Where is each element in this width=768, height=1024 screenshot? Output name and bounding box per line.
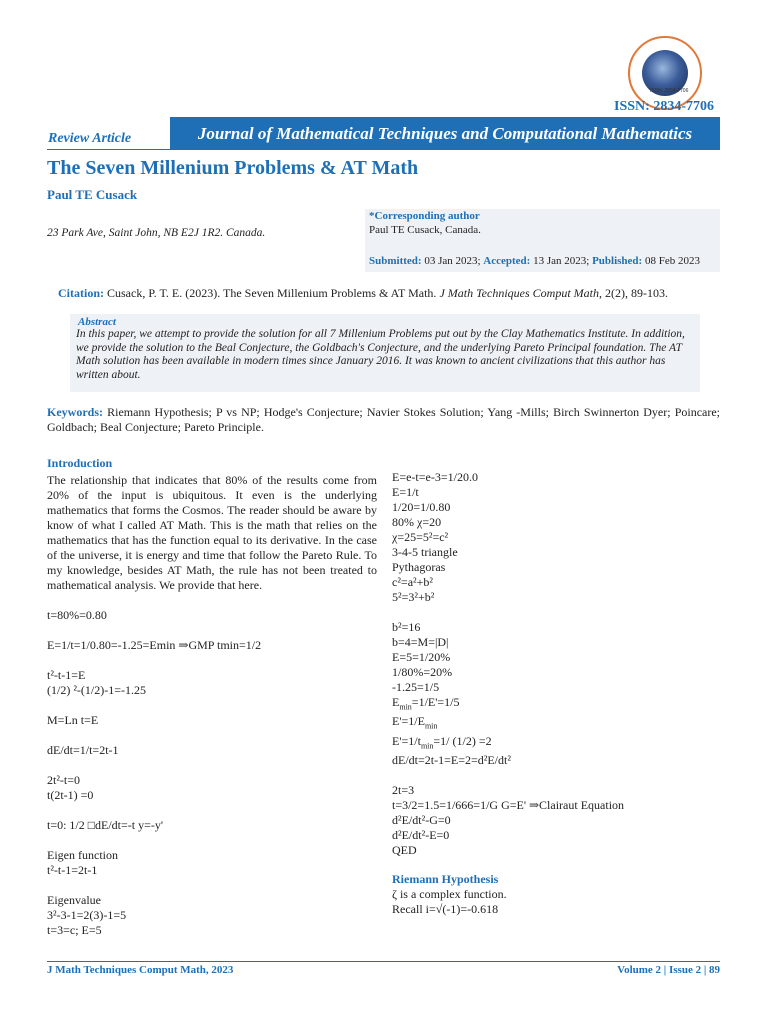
- keywords-text: Riemann Hypothesis; P vs NP; Hodge's Conjecture; Navier Stokes Solution; Yang -Mills; Birch Swinnerton Dyer; Poincare; Goldbach; Beal Conjecture; Pareto Principle.: [47, 405, 721, 434]
- equation-line: d²E/dt²-E=0: [392, 828, 450, 843]
- keywords: [47, 405, 720, 435]
- equation-line: c²=a²+b²: [392, 575, 433, 589]
- author-address: 23 Park Ave, Saint John, NB E2J 1R2. Canada.: [47, 227, 266, 239]
- accepted-date: 13 Jan 2023;: [533, 255, 590, 267]
- equation-line: 3-4-5 triangle: [392, 545, 458, 559]
- equation-line: χ=25=5²=c²: [392, 530, 449, 544]
- equation-line: E=e-t=e-3=1/20.0: [392, 470, 478, 484]
- article-type-underline: [47, 149, 170, 150]
- article-title: The Seven Millenium Problems & AT Math: [47, 157, 419, 179]
- equation-line: E=1/t: [392, 485, 419, 499]
- eprime-symbol: E'=1/E: [392, 714, 425, 729]
- equation-line: dE/dt=1/t=2t-1: [47, 743, 119, 757]
- article-type: Review Article: [48, 131, 132, 146]
- tmin-symbol: E'=1/t: [392, 733, 421, 748]
- riemann-lines: [392, 887, 722, 917]
- riemann-line: Recall i=√(-1)=-0.618: [392, 902, 499, 917]
- corresponding-author-name: Paul TE Cusack, Canada.: [369, 224, 481, 236]
- equation-line: E=5=1/20%: [392, 650, 451, 664]
- logo-issn-text: ISSN: 2834-7706: [650, 88, 689, 94]
- equation-line: t=3=c; E=5: [47, 923, 102, 937]
- right-equations-c: [392, 783, 722, 858]
- right-equations-a: [392, 470, 722, 695]
- author-name: Paul TE Cusack: [47, 187, 138, 202]
- equation-line: Pythagoras: [392, 560, 446, 574]
- equation-line: 1/20=1/0.80: [392, 500, 451, 514]
- issn-number: ISSN: 2834-7706: [614, 99, 714, 114]
- equation-line: [392, 605, 722, 620]
- equation-line: Eigenvalue: [47, 893, 101, 907]
- equation-line: QED: [392, 843, 417, 858]
- tmin-equation: [392, 734, 722, 753]
- equation-line: t=3/2=1.5=1/666=1/G G=E' ⇒Clairaut Equation: [392, 798, 625, 813]
- eprime-equation: [392, 714, 722, 733]
- citation: [58, 286, 668, 301]
- emin-subscript: min: [399, 702, 412, 712]
- equation-line: t=0: 1/2 □dE/dt=-t y=-y': [47, 818, 164, 832]
- submitted-label: Submitted:: [369, 255, 422, 267]
- emin-rest: =1/E'=1/5: [411, 695, 460, 709]
- eprime-subscript: min: [424, 721, 438, 731]
- accepted-label: Accepted:: [483, 255, 531, 267]
- citation-label: Citation:: [58, 286, 104, 300]
- equation-line: [47, 833, 377, 848]
- citation-text: Cusack, P. T. E. (2023). The Seven Millenium Problems & AT Math.: [107, 286, 437, 300]
- equation-line: 3²-3-1=2(3)-1=5: [47, 908, 127, 922]
- published-date: 08 Feb 2023: [644, 255, 700, 267]
- equation-line: d²E/dt²-G=0: [392, 813, 451, 828]
- equation-line: Eigen function: [47, 848, 118, 862]
- footer-rule: [47, 961, 720, 962]
- introduction-heading: Introduction: [47, 456, 113, 470]
- equation-line: (1/2) ²-(1/2)-1=-1.25: [47, 683, 147, 697]
- equation-line: b=4=M=|D|: [392, 635, 449, 649]
- equation-line: E=1/t=1/0.80=-1.25=Emin ⇒GMP tmin=1/2: [47, 638, 262, 652]
- article-dates: [369, 255, 700, 267]
- journal-banner: Journal of Mathematical Techniques and Computational Mathematics: [170, 117, 720, 150]
- left-equations: [47, 608, 377, 938]
- equation-line: 2t=3: [392, 783, 415, 798]
- keywords-label: Keywords:: [47, 405, 103, 419]
- equation-line: [47, 728, 377, 743]
- second-derivative-equation: dE/dt=2t-1=E=2=d²E/dt²: [392, 753, 511, 768]
- footer-volume: Volume 2 | Issue 2 | 89: [617, 964, 720, 976]
- equation-line: [47, 698, 377, 713]
- published-label: Published:: [592, 255, 643, 267]
- equation-line: t=80%=0.80: [47, 608, 107, 622]
- equation-line: [47, 803, 377, 818]
- equation-line: t²-t-1=2t-1: [47, 863, 98, 877]
- equation-line: [47, 878, 377, 893]
- equation-line: 5²=3²+b²: [392, 590, 435, 604]
- abstract-body: In this paper, we attempt to provide the solution for all 7 Millenium Problems put out by the Clay Mathematics Institute. In addition, we provide the solution to the Beal Conjecture, the Goldbach's Conjecture, and the underlying Pareto Principal foundation. The AT Math solution has been available in modern times since January 2016. It was known to ancient civilizations that this author has written about.: [76, 328, 685, 381]
- introduction-text: The relationship that indicates that 80% of the results come from 20% of the input is ubiquitous. It even is the underlying mathematics that forms the Cosmos. The reader should be aware by know of what I called AT Math. This is the math that relies on the mathematics that has the function equal to its derivative. In the case of the universe, it is energy and time that follow the Pareto Rule. To my knowledge, besides AT Math, the rule has not been treated to mathematical analysis. We provide that here.: [47, 473, 377, 592]
- footer-journal: J Math Techniques Comput Math, 2023: [47, 964, 234, 976]
- emin-symbol: E: [392, 695, 400, 709]
- equation-line: 80% χ=20: [392, 515, 442, 529]
- tmin-subscript: min: [420, 741, 434, 751]
- equation-line: [47, 653, 377, 668]
- equation-line: t²-t-1=E: [47, 668, 86, 682]
- riemann-line: ζ is a complex function.: [392, 887, 507, 902]
- citation-volume: , 2(2), 89-103.: [598, 286, 668, 300]
- emin-equation: [392, 695, 722, 714]
- equation-line: b²=16: [392, 620, 421, 634]
- equation-line: [47, 758, 377, 773]
- equation-line: 1/80%=20%: [392, 665, 453, 679]
- equation-line: t(2t-1) =0: [47, 788, 94, 802]
- tmin-rest: =1/ (1/2) =2: [433, 733, 492, 748]
- equation-line: -1.25=1/5: [392, 680, 440, 694]
- right-column: [392, 470, 722, 917]
- equation-line: [47, 623, 377, 638]
- submitted-date: 03 Jan 2023;: [424, 255, 481, 267]
- abstract-heading: Abstract: [78, 316, 116, 328]
- corresponding-author-label: *Corresponding author: [369, 210, 480, 222]
- equation-line: M=Ln t=E: [47, 713, 99, 727]
- equation-line: 2t²-t=0: [47, 773, 81, 787]
- riemann-heading: Riemann Hypothesis: [392, 872, 499, 887]
- citation-journal: J Math Techniques Comput Math: [439, 286, 599, 300]
- left-column: [47, 456, 377, 938]
